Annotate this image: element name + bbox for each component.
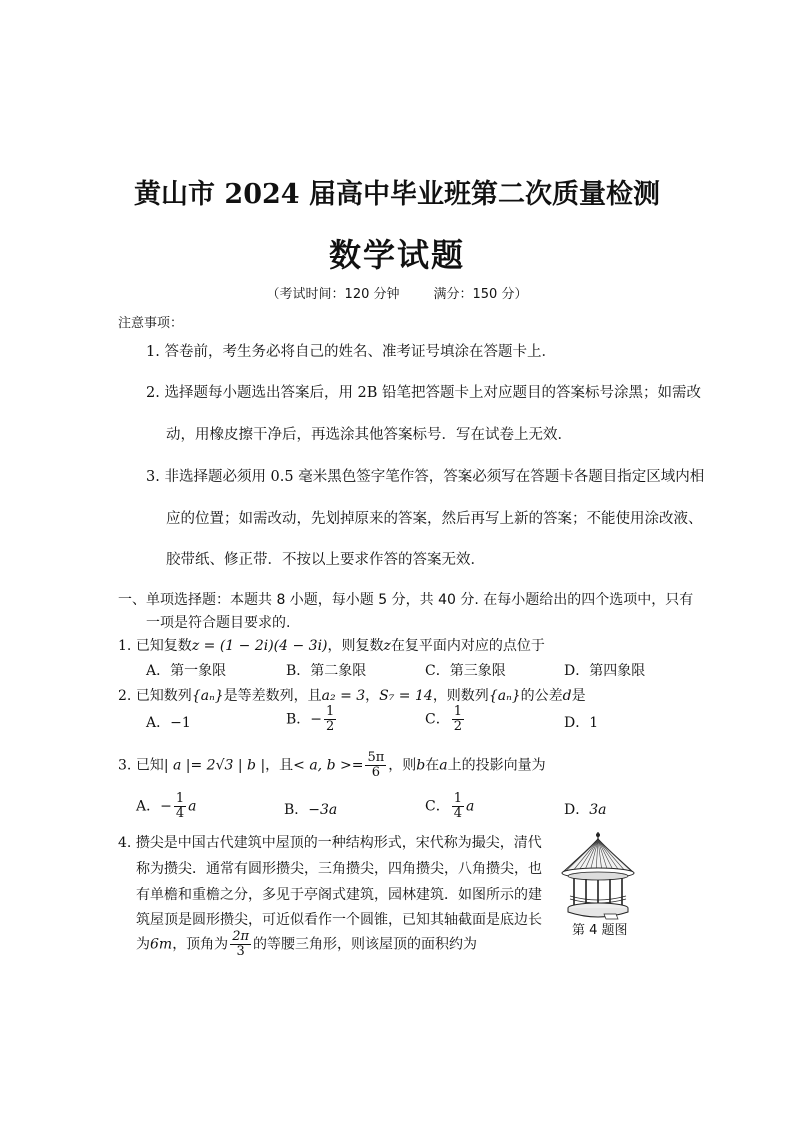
question-text: 上的投影向量为 bbox=[447, 757, 546, 774]
math-expression: a₂ = 3 bbox=[321, 688, 366, 704]
math-var: d bbox=[562, 688, 572, 704]
option-d: D．第四象限 bbox=[564, 663, 646, 679]
fraction-num: 1 bbox=[453, 704, 462, 719]
pavilion-illustration bbox=[560, 832, 636, 920]
option-sign: − bbox=[160, 798, 172, 815]
question-text: 已知复数 bbox=[135, 638, 192, 654]
option-sign: − bbox=[310, 711, 323, 728]
fraction-den: 2 bbox=[453, 719, 462, 734]
option-b bbox=[286, 705, 338, 734]
fraction bbox=[452, 792, 464, 821]
math-var: a bbox=[439, 757, 448, 774]
option-label: D． bbox=[564, 715, 590, 731]
option-label: B． bbox=[286, 711, 311, 728]
question-text: 在 bbox=[425, 757, 440, 774]
math-var: z bbox=[383, 638, 391, 654]
fraction-num: 1 bbox=[453, 791, 462, 806]
math-var: a bbox=[466, 798, 475, 815]
question-text: ，且 bbox=[265, 757, 294, 774]
option-c bbox=[425, 705, 466, 734]
notice-text: 选择题每小题选出答案后，用 2B 铅笔把答题卡上对应题目的答案标号涂黑；如需改 bbox=[164, 385, 702, 401]
question-num: 4. bbox=[118, 835, 132, 851]
option-label: A． bbox=[136, 798, 161, 815]
exam-meta bbox=[0, 283, 794, 302]
option-a bbox=[146, 712, 191, 732]
math-expression: {aₙ} bbox=[488, 688, 521, 704]
question-2 bbox=[118, 685, 586, 705]
question-text: ，则复数 bbox=[327, 638, 384, 654]
math-var: b bbox=[416, 757, 426, 774]
notice-num: 1. bbox=[146, 344, 160, 360]
notice-item-2 bbox=[146, 381, 701, 402]
fraction-den: 6 bbox=[371, 765, 381, 780]
figure-caption: 第 4 题图 bbox=[572, 923, 628, 938]
option-value: −1 bbox=[170, 715, 191, 731]
fraction bbox=[452, 705, 464, 734]
math-expression: 6m bbox=[150, 936, 173, 953]
question-text: 的等腰三角形，则该屋顶的面积约为 bbox=[253, 936, 478, 953]
notice-text: 动，用橡皮擦干净后，再选涂其他答案标号．写在试卷上无效． bbox=[166, 427, 572, 443]
option-label: B． bbox=[284, 802, 309, 818]
section-heading-cont: 一项是符合题目要求的. bbox=[146, 615, 291, 631]
exam-score: 满分：150 分） bbox=[433, 287, 528, 302]
question-text: 攒尖是中国古代建筑中屋顶的一种结构形式，宋代称为撮尖，清代 bbox=[135, 835, 542, 851]
question-text: 为 bbox=[136, 936, 150, 953]
page-title: 黄山市 2024 届高中毕业班第二次质量检测 bbox=[134, 179, 660, 210]
question-text: 已知 bbox=[135, 757, 164, 774]
fraction-num: 1 bbox=[326, 704, 335, 719]
question-text: 的公差 bbox=[520, 688, 563, 704]
math-expression: | a |= 2√3 | b | bbox=[163, 757, 266, 774]
question-text: 有单檐和重檐之分，多见于亭阁式建筑，园林建筑．如图所示的建 bbox=[136, 887, 542, 903]
fraction-num: 5π bbox=[367, 750, 385, 765]
exam-subject-title: 数学试题 bbox=[328, 236, 465, 274]
notice-num: 3. bbox=[146, 469, 160, 485]
math-expression: {aₙ} bbox=[191, 688, 224, 704]
fraction-num: 1 bbox=[175, 791, 185, 806]
option-label: D． bbox=[564, 802, 590, 818]
option-b bbox=[284, 799, 337, 819]
notice-text: 应的位置；如需改动，先划掉原来的答案，然后再写上新的答案；不能使用涂改液、 bbox=[166, 511, 703, 527]
fraction-den: 4 bbox=[453, 806, 462, 821]
question-num: 3. bbox=[118, 757, 132, 774]
question-text: ，顶角为 bbox=[172, 936, 229, 953]
question-text: ， bbox=[365, 688, 380, 704]
notice-text: 胶带纸、修正带．不按以上要求作答的答案无效． bbox=[166, 552, 485, 568]
fraction-num: 2π bbox=[232, 929, 250, 944]
math-expression: z = (1 − 2i)(4 − 3i) bbox=[191, 638, 328, 654]
option-c: C．第三象限 bbox=[425, 663, 506, 679]
exam-time: （考试时间：120 分钟 bbox=[266, 287, 400, 302]
question-text: ，则数列 bbox=[432, 688, 489, 704]
fraction bbox=[230, 930, 251, 959]
question-4 bbox=[118, 832, 542, 852]
notice-item-1 bbox=[146, 340, 556, 361]
question-text: 筑屋顶是圆形攒尖，可近似看作一个圆锥，已知其轴截面是底边长 bbox=[136, 912, 542, 928]
question-1 bbox=[118, 635, 545, 655]
option-d bbox=[564, 712, 598, 732]
option-value: 1 bbox=[589, 715, 599, 731]
fraction-den: 3 bbox=[236, 944, 245, 959]
question-text: 称为攒尖．通常有圆形攒尖，三角攒尖，四角攒尖，八角攒尖，也 bbox=[136, 861, 542, 877]
fraction bbox=[324, 705, 336, 734]
option-d bbox=[564, 799, 607, 819]
fraction-den: 4 bbox=[175, 806, 185, 821]
question-text: 已知数列 bbox=[135, 688, 192, 704]
notice-num: 2. bbox=[146, 385, 160, 401]
question-text: 是等差数列，且 bbox=[223, 688, 322, 704]
notice-heading: 注意事项： bbox=[118, 316, 184, 331]
section-heading: 一、单项选择题：本题共 8 小题，每小题 5 分，共 40 分. 在每小题给出的四个选项中，只有 bbox=[118, 592, 694, 608]
notice-item-3 bbox=[146, 465, 704, 486]
notice-text: 答卷前，考生务必将自己的姓名、准考证号填涂在答题卡上． bbox=[164, 344, 556, 360]
question-text: 是 bbox=[571, 688, 586, 704]
question-4-last-line bbox=[136, 930, 477, 959]
option-c bbox=[425, 792, 474, 821]
fraction bbox=[174, 792, 186, 821]
question-3 bbox=[118, 751, 546, 780]
option-value: 3a bbox=[589, 802, 607, 818]
option-value: −3a bbox=[308, 802, 338, 818]
math-var: a bbox=[188, 798, 197, 815]
option-label: A． bbox=[146, 715, 171, 731]
notice-text: 非选择题必须用 0.5 毫米黑色签字笔作答，答案必须写在答题卡各题目指定区域内相 bbox=[164, 469, 705, 485]
math-expression: < a, b >= bbox=[293, 757, 364, 774]
question-num: 1. bbox=[118, 638, 132, 654]
question-num: 2. bbox=[118, 688, 132, 704]
option-label: C． bbox=[425, 798, 450, 815]
question-text: ，则 bbox=[388, 757, 417, 774]
option-a: A．第一象限 bbox=[146, 663, 227, 679]
option-a bbox=[136, 792, 197, 821]
question-text: 在复平面内对应的点位于 bbox=[390, 638, 545, 654]
math-expression: S₇ = 14 bbox=[379, 688, 433, 704]
fraction-den: 2 bbox=[326, 719, 335, 734]
option-b: B．第二象限 bbox=[286, 663, 367, 679]
option-label: C． bbox=[425, 711, 450, 728]
fraction bbox=[365, 751, 386, 780]
